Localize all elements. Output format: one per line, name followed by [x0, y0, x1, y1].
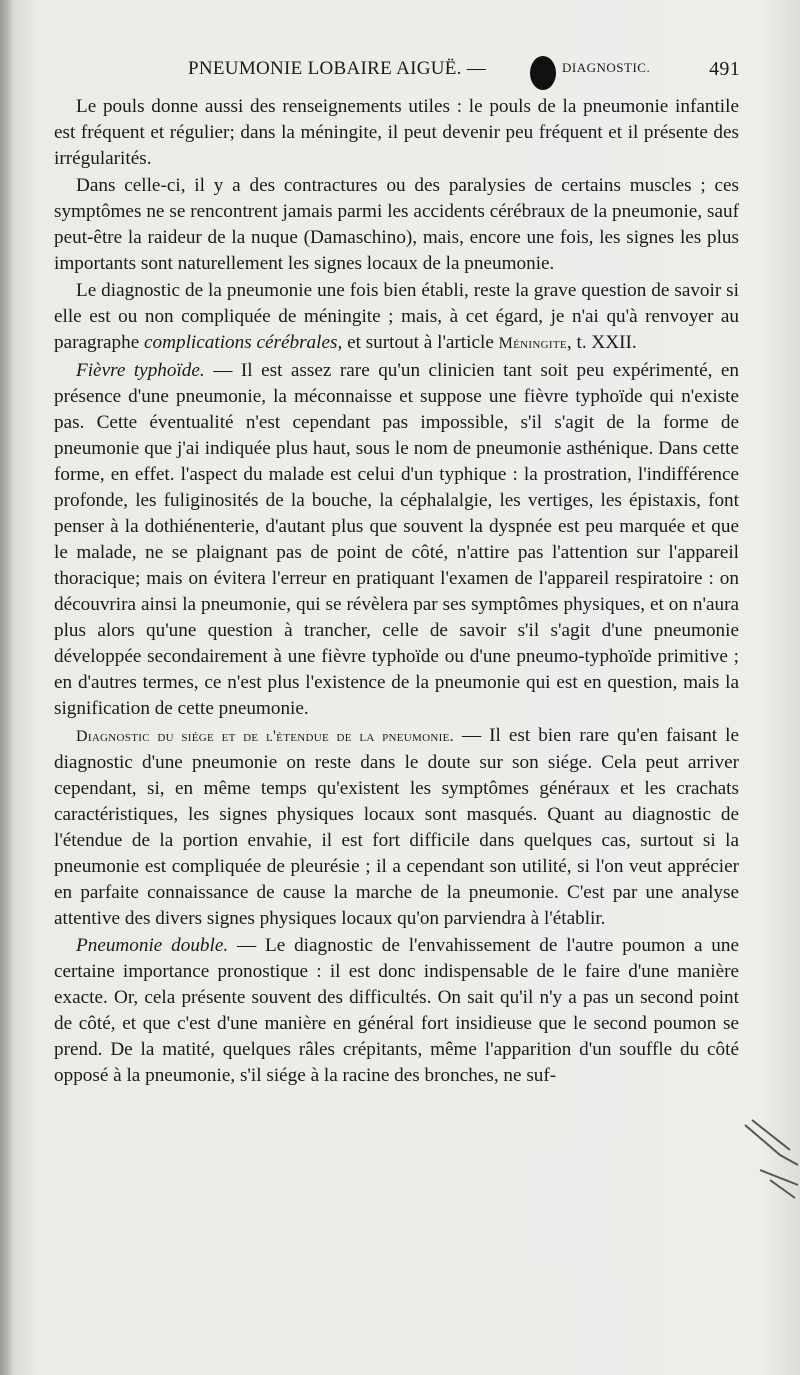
italic-term: complications cérébrales — [144, 332, 338, 353]
section-title: DIAGNOSTIC. — [562, 60, 651, 75]
paragraph: Le diagnostic de la pneumonie une fois bien établi, reste la grave question de savoir si elle est ou non compliquée de méningite ; mais, à cet égard, je n'ai qu'à renvoyer au paragraphe complications cérébrales, et surtout à l'article Méningite, t. XXII. — [54, 280, 739, 353]
running-header — [60, 58, 740, 88]
body-text — [54, 94, 739, 1090]
paragraph: Fièvre typhoïde. — Il est assez rare qu'un clinicien tant soit peu expérimenté, en présence d'une pneumonie, la méconnaisse et suppose une fièvre typhoïde qui n'existe pas. Cette éventualité n'est cependant pas impossible, s'il s'agit de la forme de pneumonie que j'ai indiquée plus haut, sous le nom de pneumonie asthénique. Dans cette forme, en effet. l'aspect du malade est celui d'un typhique : la prostration, l'indifférence profonde, les fuliginosités de la bouche, la céphalalgie, les vertiges, les épistaxis, font penser à la dothiénenterie, d'autant plus que souvent la dyspnée est peu marquée et que le malade, ne se plaignant pas de point de côté, n'attire pas l'attention sur l'appareil thoracique; mais on évitera l'erreur en pratiquant l'examen de l'appareil respiratoire : on découvrira ainsi la pneumonie, qui se révèlera par ses symptômes physiques, et on n'aura plus alors qu'une question à trancher, celle de savoir s'il s'agit d'une pneumonie développée secondairement à une fièvre typhoïde ou d'une pneumo-typhoïde primitive ; en d'autres termes, ce n'est plus l'existence de la pneumonie qui est en question, mais la signification de cette pneumonie. — [54, 360, 739, 719]
paragraph: Pneumonie double. — Le diagnostic de l'envahissement de l'autre poumon a une certaine importance pronostique : il est donc indispensable de le faire d'une manière exacte. Or, cela présente souvent des difficultés. On sait qu'il n'y a pas un second point de côté, et que c'est d'une manière en général fort insidieuse que le second poumon se prend. De la matité, quelques râles crépitants, même l'apparition d'un souffle du côté opposé à la pneumonie, s'il siége à la racine des bronches, ne suf- — [54, 935, 739, 1086]
ink-blot — [530, 56, 556, 90]
gutter-shadow — [0, 0, 14, 1375]
paragraph-lead: Fièvre typhoïde. — [76, 360, 205, 381]
paragraph-lead: Pneumonie double. — [76, 935, 229, 956]
running-title: PNEUMONIE LOBAIRE AIGUË. — — [188, 58, 487, 79]
page-edge-scribble — [740, 1110, 800, 1200]
section-heading: Diagnostic du siége et de l'étendue de la pneumonie. — [76, 728, 454, 745]
page-number: 491 — [709, 58, 740, 80]
smallcaps-reference: Méningite — [498, 335, 567, 352]
paragraph: Le pouls donne aussi des renseignements utiles : le pouls de la pneumonie infantile est fréquent et régulier; dans la méningite, il peut devenir peu fréquent et il présente des irrégularités. — [54, 96, 739, 169]
paragraph: Diagnostic du siége et de l'étendue de la pneumonie. — Il est bien rare qu'en faisant le diagnostic d'une pneumonie on reste dans le doute sur son siége. Cela peut arriver cependant, si, en même temps qu'existent les symptômes généraux et les crachats caractéristiques, les signes physiques locaux sont masqués. Quant au diagnostic de l'étendue de la portion envahie, il est fort difficile dans quelques cas, surtout si la pneumonie est compliquée de pleurésie ; il a cependant son utilité, si l'on veut apprécier en parfaite connaissance de cause la marche de la pneumonie. C'est par une analyse attentive des divers signes physiques locaux qu'on parviendra à l'établir. — [54, 725, 739, 929]
paragraph: Dans celle-ci, il y a des contractures ou des paralysies de certains muscles ; ces symptômes ne se rencontrent jamais parmi les accidents cérébraux de la pneumonie, sauf peut-être la raideur de la nuque (Damaschino), mais, encore une fois, les signes les plus importants sont naturellement les signes locaux de la pneumonie. — [54, 175, 739, 274]
